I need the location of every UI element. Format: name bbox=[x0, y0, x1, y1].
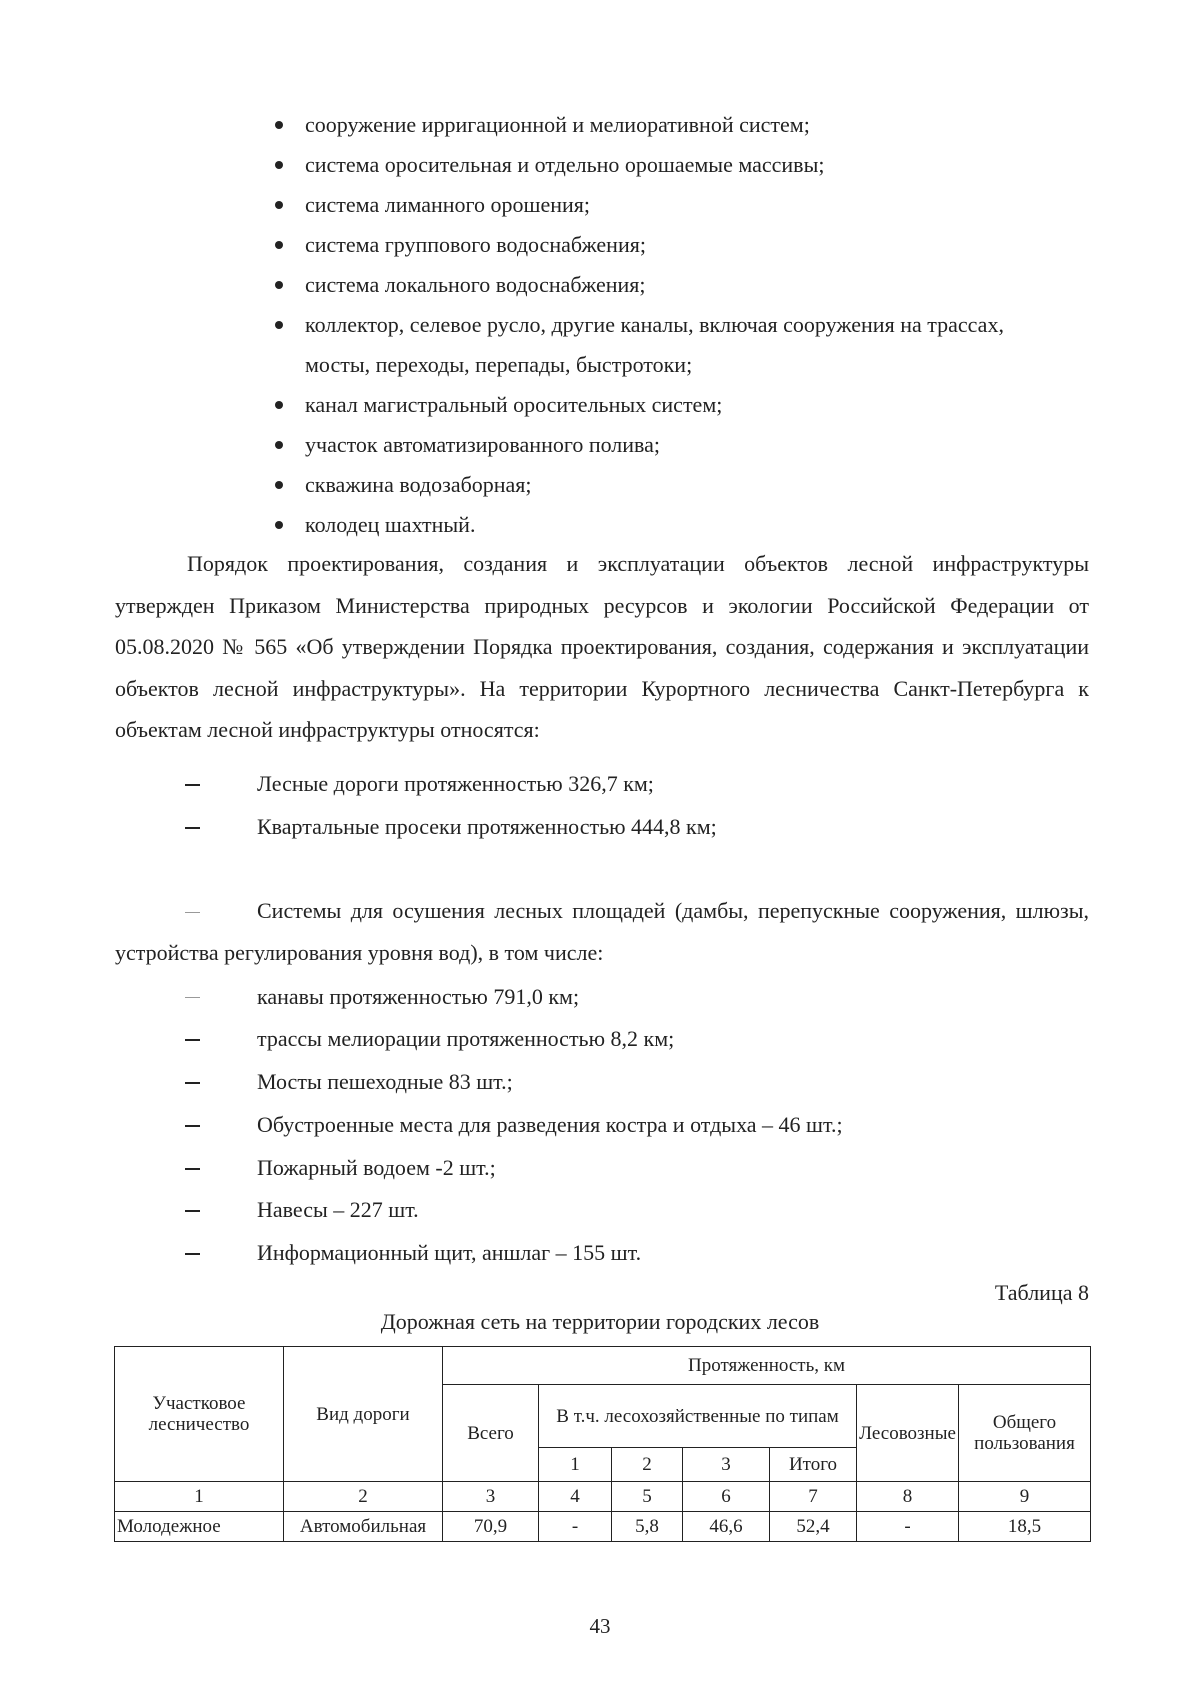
column-number: 2 bbox=[284, 1482, 443, 1512]
column-number-row bbox=[115, 1482, 1091, 1512]
list-item: Навесы – 227 шт. bbox=[257, 1197, 419, 1223]
list-item: система лиманного орошения; bbox=[305, 192, 590, 218]
list-item: Мосты пешеходные 83 шт.; bbox=[257, 1069, 513, 1095]
body-paragraph: Порядок проектирования, создания и эксплуатации объектов лесной инфраструктуры утвержден Приказом Министерства природных ресурсов и экологии Российской Федерации от 05.08.2020 № 565 «Об утверждении Порядка проектирования, создания, содержания и эксплуатации объектов лесной инфраструктуры». На территории Курортного лесничества Санкт-Петербурга к объектам лесной инфраструктуры относятся: bbox=[115, 551, 1089, 743]
column-number: 3 bbox=[443, 1482, 539, 1512]
dash-icon bbox=[185, 827, 200, 829]
list-item: Обустроенные места для разведения костра и отдыха – 46 шт.; bbox=[257, 1112, 843, 1138]
bullet-icon bbox=[275, 401, 283, 409]
bullet-icon bbox=[275, 241, 283, 249]
column-number: 4 bbox=[539, 1482, 612, 1512]
dash-icon bbox=[185, 1082, 200, 1084]
header-subtotal: Итого bbox=[770, 1448, 857, 1482]
table-label: Таблица 8 bbox=[994, 1280, 1089, 1305]
bullet-icon bbox=[275, 521, 283, 529]
header-district: Участковое лесничество bbox=[115, 1347, 284, 1482]
list-item: участок автоматизированного полива; bbox=[305, 432, 660, 458]
header-total: Всего bbox=[443, 1385, 539, 1482]
bullet-icon bbox=[275, 321, 283, 329]
list-item: Информационный щит, аншлаг – 155 шт. bbox=[257, 1240, 641, 1266]
dash-icon bbox=[185, 1168, 200, 1170]
table-cell: 46,6 bbox=[683, 1512, 770, 1542]
road-network-table bbox=[114, 1346, 1091, 1542]
dash-icon bbox=[185, 1039, 200, 1041]
list-item: трассы мелиорации протяженностью 8,2 км; bbox=[257, 1026, 674, 1052]
list-item: канал магистральный оросительных систем; bbox=[305, 392, 722, 418]
list-item: скважина водозаборная; bbox=[305, 472, 532, 498]
bullet-icon bbox=[275, 201, 283, 209]
dash-icon bbox=[185, 997, 200, 998]
bullet-icon bbox=[275, 281, 283, 289]
column-number: 7 bbox=[770, 1482, 857, 1512]
table-title: Дорожная сеть на территории городских лесов bbox=[380, 1309, 820, 1334]
table-cell: Автомобильная bbox=[284, 1512, 443, 1542]
dash-icon bbox=[185, 1210, 200, 1212]
list-item: Пожарный водоем -2 шт.; bbox=[257, 1155, 496, 1181]
header-road-type: Вид дороги bbox=[284, 1347, 443, 1482]
table-cell: - bbox=[539, 1512, 612, 1542]
table-cell: 52,4 bbox=[770, 1512, 857, 1542]
header-type-1: 1 bbox=[539, 1448, 612, 1482]
list-item: система группового водоснабжения; bbox=[305, 232, 646, 258]
list-item: коллектор, селевое русло, другие каналы, включая сооружения на трассах, bbox=[305, 312, 1004, 338]
column-number: 9 bbox=[959, 1482, 1091, 1512]
bullet-icon bbox=[275, 161, 283, 169]
drainage-systems-paragraph: Системы для осушения лесных площадей (дамбы, перепускные сооружения, шлюзы, устройства регулирования уровня вод), в том числе: bbox=[115, 898, 1089, 965]
header-type-2: 2 bbox=[612, 1448, 683, 1482]
table-cell: 18,5 bbox=[959, 1512, 1091, 1542]
list-item: колодец шахтный. bbox=[305, 512, 475, 538]
dash-icon bbox=[185, 784, 200, 786]
dash-icon bbox=[185, 1125, 200, 1127]
column-number: 5 bbox=[612, 1482, 683, 1512]
list-item: Квартальные просеки протяженностью 444,8 км; bbox=[257, 814, 717, 840]
table-row bbox=[115, 1512, 1091, 1542]
dash-icon bbox=[185, 912, 200, 913]
list-item: Лесные дороги протяженностью 326,7 км; bbox=[257, 771, 654, 797]
bullet-icon bbox=[275, 121, 283, 129]
header-type-3: 3 bbox=[683, 1448, 770, 1482]
column-number: 8 bbox=[857, 1482, 959, 1512]
list-item: сооружение ирригационной и мелиоративной систем; bbox=[305, 112, 810, 138]
column-number: 1 bbox=[115, 1482, 284, 1512]
list-item-continuation: мосты, переходы, перепады, быстротоки; bbox=[305, 352, 693, 377]
bullet-icon bbox=[275, 481, 283, 489]
bullet-icon bbox=[275, 441, 283, 449]
list-item: система локального водоснабжения; bbox=[305, 272, 646, 298]
header-forestry-by-type: В т.ч. лесохозяйственные по типам bbox=[539, 1385, 857, 1448]
header-public: Общего пользования bbox=[959, 1385, 1091, 1482]
table-cell: - bbox=[857, 1512, 959, 1542]
list-item: канавы протяженностью 791,0 км; bbox=[257, 984, 579, 1010]
header-length: Протяженность, км bbox=[443, 1347, 1091, 1385]
column-number: 6 bbox=[683, 1482, 770, 1512]
page-number: 43 bbox=[589, 1614, 611, 1638]
list-item: система оросительная и отдельно орошаемые массивы; bbox=[305, 152, 824, 178]
table-cell: 70,9 bbox=[443, 1512, 539, 1542]
header-timber: Лесовозные bbox=[857, 1385, 959, 1482]
table-cell: 5,8 bbox=[612, 1512, 683, 1542]
dash-icon bbox=[185, 1253, 200, 1255]
table-cell: Молодежное bbox=[115, 1512, 284, 1542]
